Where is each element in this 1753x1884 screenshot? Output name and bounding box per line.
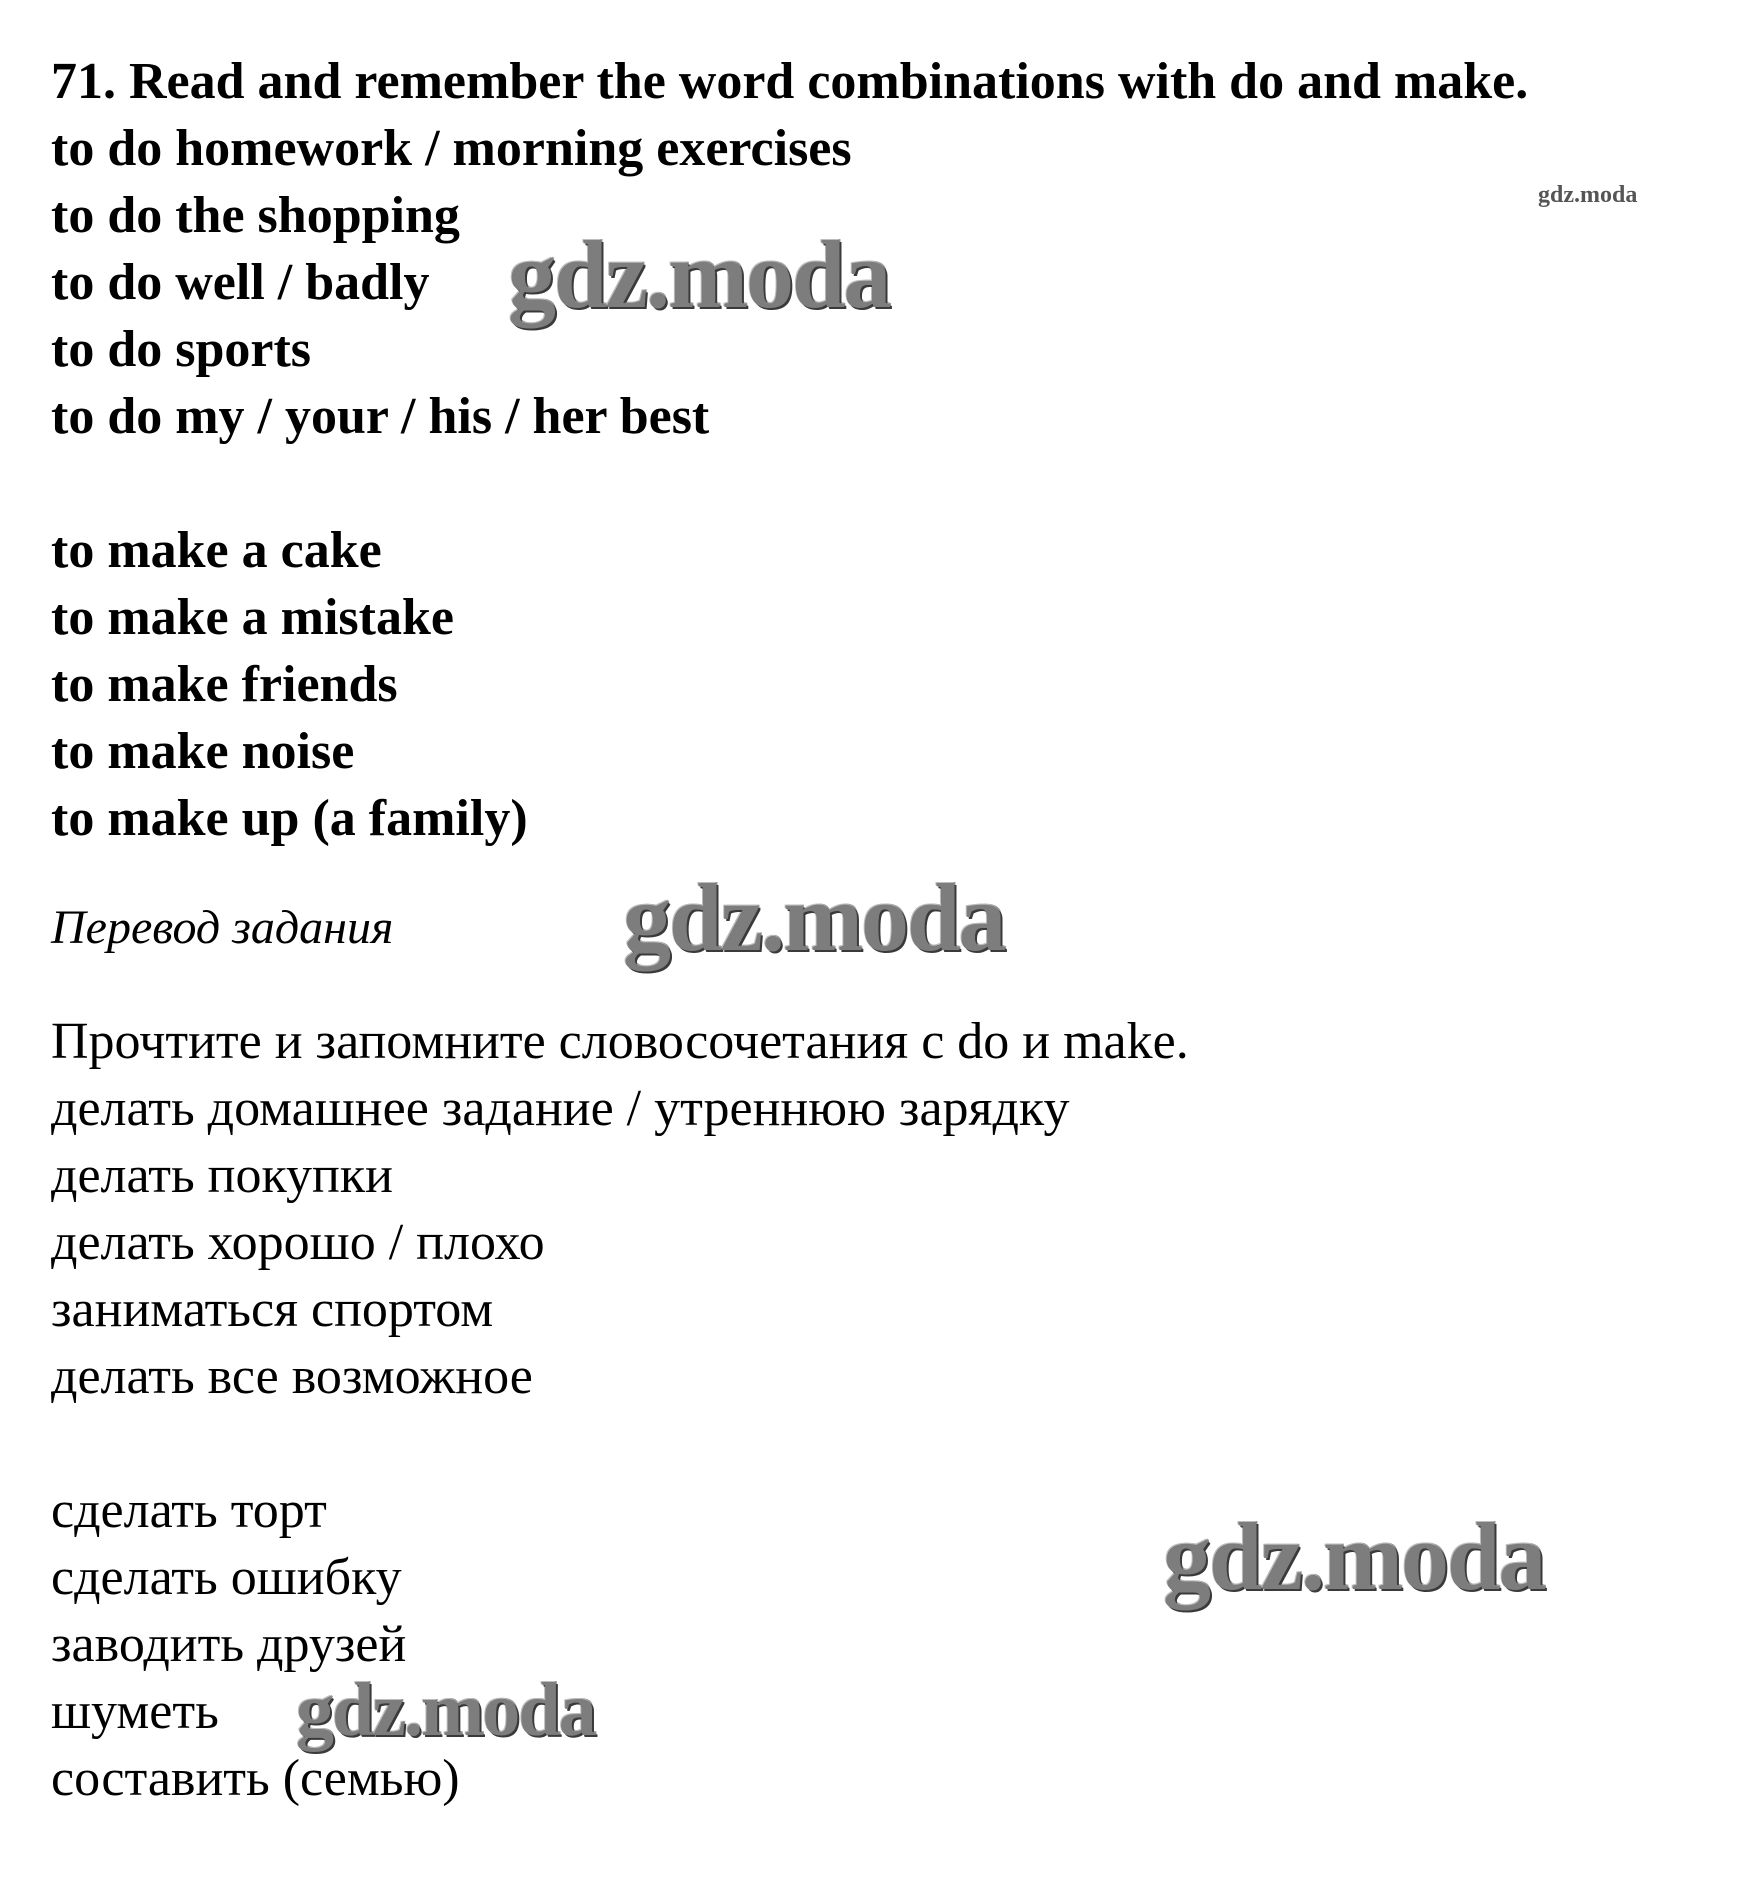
translation-make-5: составить (семью) <box>51 1750 460 1807</box>
translation-heading: Перевод задания <box>51 901 394 954</box>
translation-make-3: заводить друзей <box>51 1616 407 1673</box>
translation-do-5: делать все возможное <box>51 1348 533 1405</box>
translation-do-2: делать покупки <box>51 1147 393 1204</box>
watermark-2: gdz.moda <box>623 864 1005 971</box>
do-phrase-4: to do sports <box>51 321 312 378</box>
make-phrase-4: to make noise <box>51 723 355 780</box>
make-phrase-5: to make up (a family) <box>51 790 528 847</box>
make-phrase-2: to make a mistake <box>51 589 454 646</box>
translation-do-4: заниматься спортом <box>51 1281 494 1338</box>
watermark-1: gdz.moda <box>508 221 890 328</box>
watermark-small: gdz.moda <box>1538 182 1638 208</box>
translation-make-2: сделать ошибку <box>51 1549 402 1606</box>
translation-make-1: сделать торт <box>51 1482 327 1539</box>
make-phrase-1: to make a cake <box>51 522 382 579</box>
translation-make-4: шуметь <box>51 1683 219 1740</box>
translation-do-1: делать домашнее задание / утреннюю зарядку <box>51 1080 1070 1137</box>
watermark-4: gdz.moda <box>296 1668 595 1752</box>
exercise-title: 71. Read and remember the word combinations with do and make. <box>51 53 1529 110</box>
translation-do-3: делать хорошо / плохо <box>51 1214 545 1271</box>
watermark-3: gdz.moda <box>1163 1503 1545 1610</box>
do-phrase-5: to do my / your / his / her best <box>51 388 710 445</box>
translation-title: Прочтите и запомните словосочетания с do и make. <box>51 1013 1189 1070</box>
make-phrase-3: to make friends <box>51 656 398 713</box>
do-phrase-1: to do homework / morning exercises <box>51 120 852 177</box>
do-phrase-2: to do the shopping <box>51 187 460 244</box>
do-phrase-3: to do well / badly <box>51 254 430 311</box>
